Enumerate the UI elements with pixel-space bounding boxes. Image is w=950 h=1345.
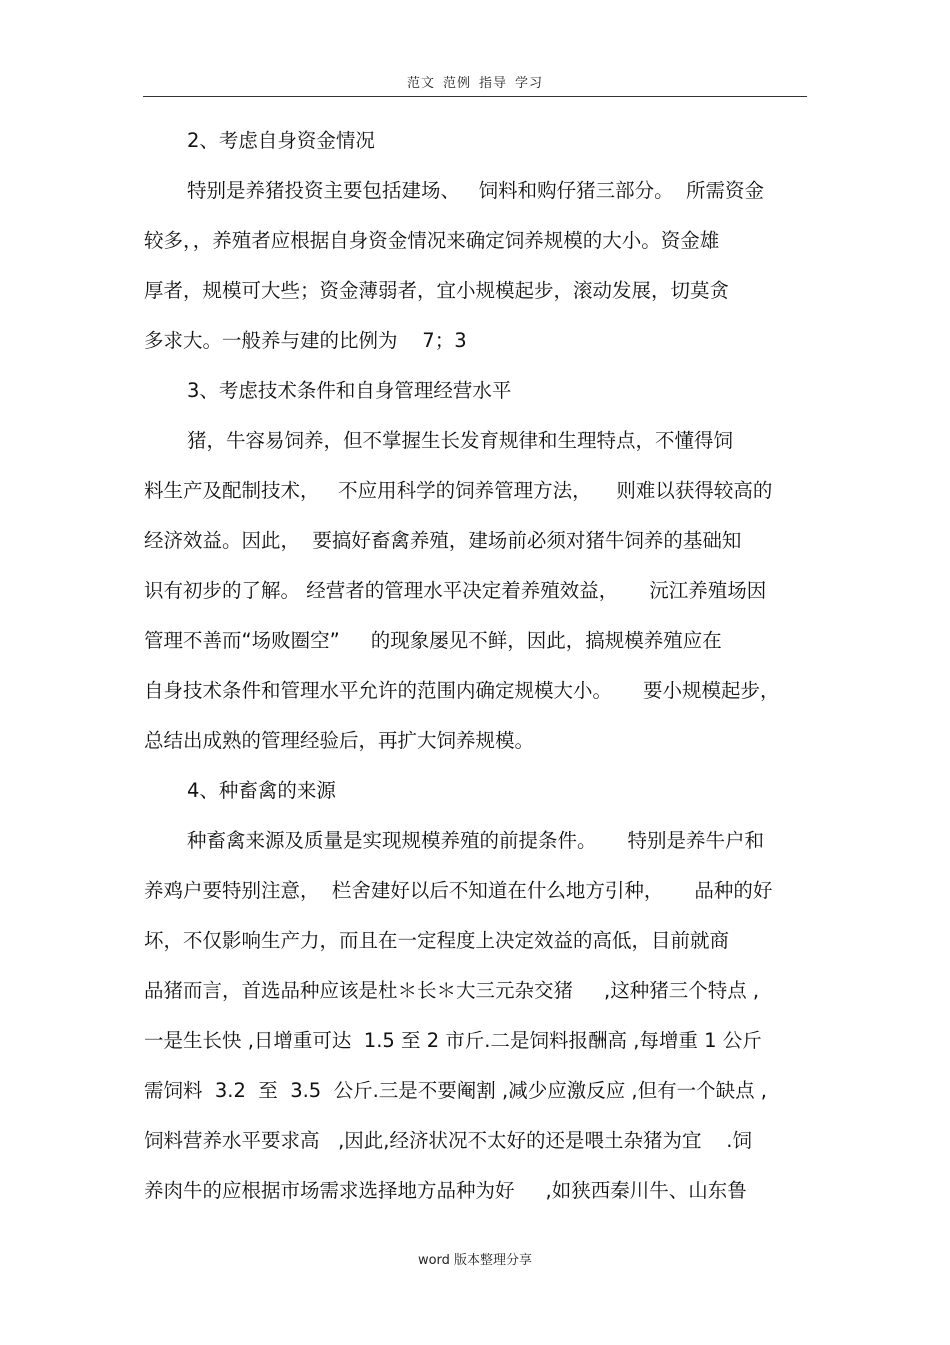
- body-line: 饲料营养水平要求高 ,因此,经济状况不太好的还是喂土杂猪为宜 .饲: [144, 1129, 752, 1152]
- body-line: 养肉牛的应根据市场需求选择地方品种为好 ,如狭西秦川牛、山东鲁: [144, 1179, 747, 1202]
- body-line: 总结出成熟的管理经验后，再扩大饲养规模。: [144, 729, 535, 752]
- body-line: 特别是养猪投资主要包括建场、 饲料和购仔猪三部分。 所需资金: [187, 179, 764, 202]
- page-header: [0, 72, 950, 91]
- section-heading: 2、考虑自身资金情况: [187, 129, 375, 152]
- section-heading: 3、考虑技术条件和自身管理经营水平: [187, 379, 512, 402]
- body-line: 识有初步的了解。 经营者的管理水平决定着养殖效益， 沅江养殖场因: [144, 579, 767, 602]
- body-line: 猪，牛容易饲养，但不掌握生长发育规律和生理特点，不懂得饲: [187, 429, 734, 452]
- body-line: 管理不善而“场败圈空” 的现象屡见不鲜，因此，搞规模养殖应在: [144, 629, 722, 652]
- body-line: 较多，，养殖者应根据自身资金情况来确定饲养规模的大小。资金雄: [144, 229, 720, 252]
- body-line: 料生产及配制技术， 不应用科学的饲养管理方法， 则难以获得较高的: [144, 479, 773, 502]
- body-line: 一是生长快 ,日增重可达 1.5 至 2 市斤.二是饲料报酬高 ,每增重 1 公斤: [144, 1029, 762, 1052]
- body-line: 品猪而言，首选品种应该是杜＊长＊大三元杂交猪 ,这种猪三个特点 ,: [144, 979, 760, 1002]
- body-line: 厚者，规模可大些；资金薄弱者，宜小规模起步，滚动发展，切莫贪: [144, 279, 730, 302]
- body-line: 需饲料 3.2 至 3.5 公斤.三是不要阉割 ,减少应激反应 ,但有一个缺点 ,: [144, 1079, 768, 1102]
- header-divider: [143, 96, 807, 97]
- body-line: 坏，不仅影响生产力，而且在一定程度上决定效益的高低，目前就商: [144, 929, 730, 952]
- body-line: 种畜禽来源及质量是实现规模养殖的前提条件。 特别是养牛户和: [187, 829, 764, 852]
- body-line: 自身技术条件和管理水平允许的范围内确定规模大小。 要小规模起步，: [144, 679, 780, 702]
- header-item: 指导: [479, 76, 508, 91]
- page-footer: word 版本整理分享: [417, 1253, 533, 1268]
- body-line: 经济效益。因此， 要搞好畜禽养殖，建场前必须对猪牛饲养的基础知: [144, 529, 742, 552]
- section-heading: 4、种畜禽的来源: [187, 779, 336, 802]
- header-item: 范例: [442, 76, 471, 91]
- header-item: 范文: [406, 76, 435, 91]
- body-line: 多求大。一般养与建的比例为 7；3: [144, 329, 467, 352]
- header-item: 学习: [515, 76, 544, 91]
- body-line: 养鸡户要特别注意， 栏舍建好以后不知道在什么地方引种， 品种的好: [144, 879, 773, 902]
